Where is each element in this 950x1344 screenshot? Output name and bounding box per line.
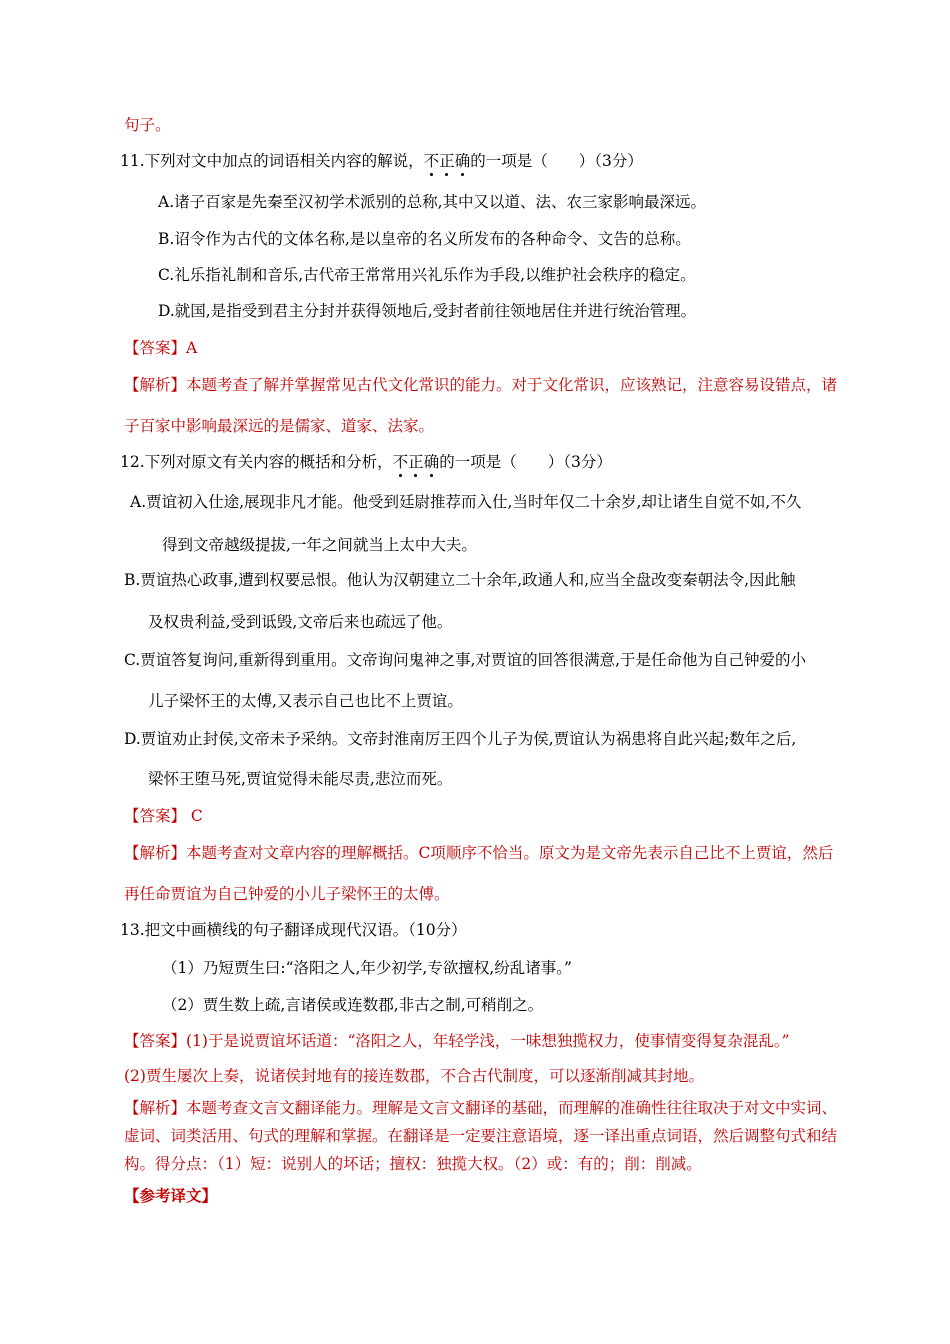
emphasis-char: 正 — [408, 453, 424, 471]
option-b: B.贾谊热心政事,遭到权要忌恨。他认为汉朝建立二十余年,政通人和,应当全盘改变秦朝法令,因此触 — [124, 571, 796, 589]
question-12 — [120, 452, 612, 472]
question-12-tail: 的一项是（ ）（3分） — [439, 453, 612, 471]
emphasis-char: 不 — [423, 152, 440, 170]
question-11-tail: 的一项是（ ）（3分） — [470, 152, 643, 170]
analysis: 【解析】本题考查文言文翻译能力。理解是文言文翻译的基础，而理解的准确性往往取决于对文中实词、 — [124, 1099, 838, 1117]
option-c-cont: 儿子梁怀王的太傅,又表示自己也比不上贾谊。 — [148, 692, 463, 710]
option-a-cont: 得到文帝越级提拔,一年之间就当上太中大夫。 — [162, 536, 477, 554]
analysis: 虚词、词类活用、句式的理解和掌握。在翻译是一定要注意语境，逐一译出重点词语，然后调整句式和结 — [124, 1127, 838, 1145]
emphasis-char: 不 — [392, 453, 409, 471]
analysis: 【解析】本题考查了解并掌握常见古代文化常识的能力。对于文化常识，应该熟记，注意容易设错点，诸 — [124, 376, 838, 394]
option-c: C.礼乐指礼制和音乐,古代帝王常常用兴礼乐作为手段,以维护社会秩序的稳定。 — [158, 266, 696, 284]
emphasis-char: 正 — [439, 152, 455, 170]
text-line: 句子。 — [124, 116, 171, 134]
sentence-2: （2）贾生数上疏,言诸侯或连数郡,非古之制,可稍削之。 — [162, 996, 544, 1014]
option-b-cont: 及权贵利益,受到诋毁,文帝后来也疏远了他。 — [148, 613, 453, 631]
question-11 — [120, 151, 643, 171]
analysis: 再任命贾谊为自己钟爱的小儿子梁怀王的太傅。 — [124, 885, 450, 903]
question-11-text: 11.下列对文中加点的词语相关内容的解说， — [120, 152, 424, 170]
analysis: 构。得分点：（1）短：说别人的坏话；擅权：独揽大权。（2）或：有的；削：削减。 — [124, 1155, 702, 1173]
reference-translation-heading: 【参考译文】 — [124, 1186, 218, 1205]
answer: 【答案】(1)于是说贾谊坏话道：“洛阳之人，年轻学浅，一味想独揽权力，使事情变得复杂混乱。” — [124, 1032, 790, 1050]
answer: 【答案】A — [124, 339, 198, 357]
option-b: B.诏令作为古代的文体名称,是以皇帝的名义所发布的各种命令、文告的总称。 — [158, 230, 691, 248]
option-d-cont: 梁怀王堕马死,贾谊觉得未能尽责,悲泣而死。 — [148, 770, 453, 788]
question-12-text: 12.下列对原文有关内容的概括和分析， — [120, 453, 393, 471]
option-d: D.贾谊劝止封侯,文帝未予采纳。文帝封淮南厉王四个儿子为侯,贾谊认为祸患将自此兴起;数年之后, — [124, 730, 797, 748]
analysis: 【解析】本题考查对文章内容的理解概括。C项顺序不恰当。原文为是文帝先表示自己比不上贾谊，然后 — [124, 844, 834, 862]
sentence-1: （1）乃短贾生曰:“洛阳之人,年少初学,专欲擅权,纷乱诸事。” — [162, 959, 572, 977]
option-c: C.贾谊答复询问,重新得到重用。文帝询问鬼神之事,对贾谊的回答很满意,于是任命他为自己钟爱的小 — [124, 651, 807, 669]
analysis: 子百家中影响最深远的是儒家、道家、法家。 — [124, 417, 435, 435]
option-a: A.贾谊初入仕途,展现非凡才能。他受到廷尉推荐而入仕,当时年仅二十余岁,却让诸生自觉不如,不久 — [130, 493, 802, 511]
answer: 【答案】 C — [124, 807, 203, 825]
option-a: A.诸子百家是先秦至汉初学术派别的总称,其中又以道、法、农三家影响最深远。 — [158, 193, 707, 211]
emphasis-char: 确 — [454, 152, 471, 170]
answer-cont: (2)贾生屡次上奏，说诸侯封地有的接连数郡，不合古代制度，可以逐渐削减其封地。 — [124, 1067, 704, 1085]
emphasis-char: 确 — [423, 453, 440, 471]
question-13: 13.把文中画横线的句子翻译成现代汉语。（10分） — [120, 921, 467, 939]
option-d: D.就国,是指受到君主分封并获得领地后,受封者前往领地居住并进行统治管理。 — [158, 302, 697, 320]
